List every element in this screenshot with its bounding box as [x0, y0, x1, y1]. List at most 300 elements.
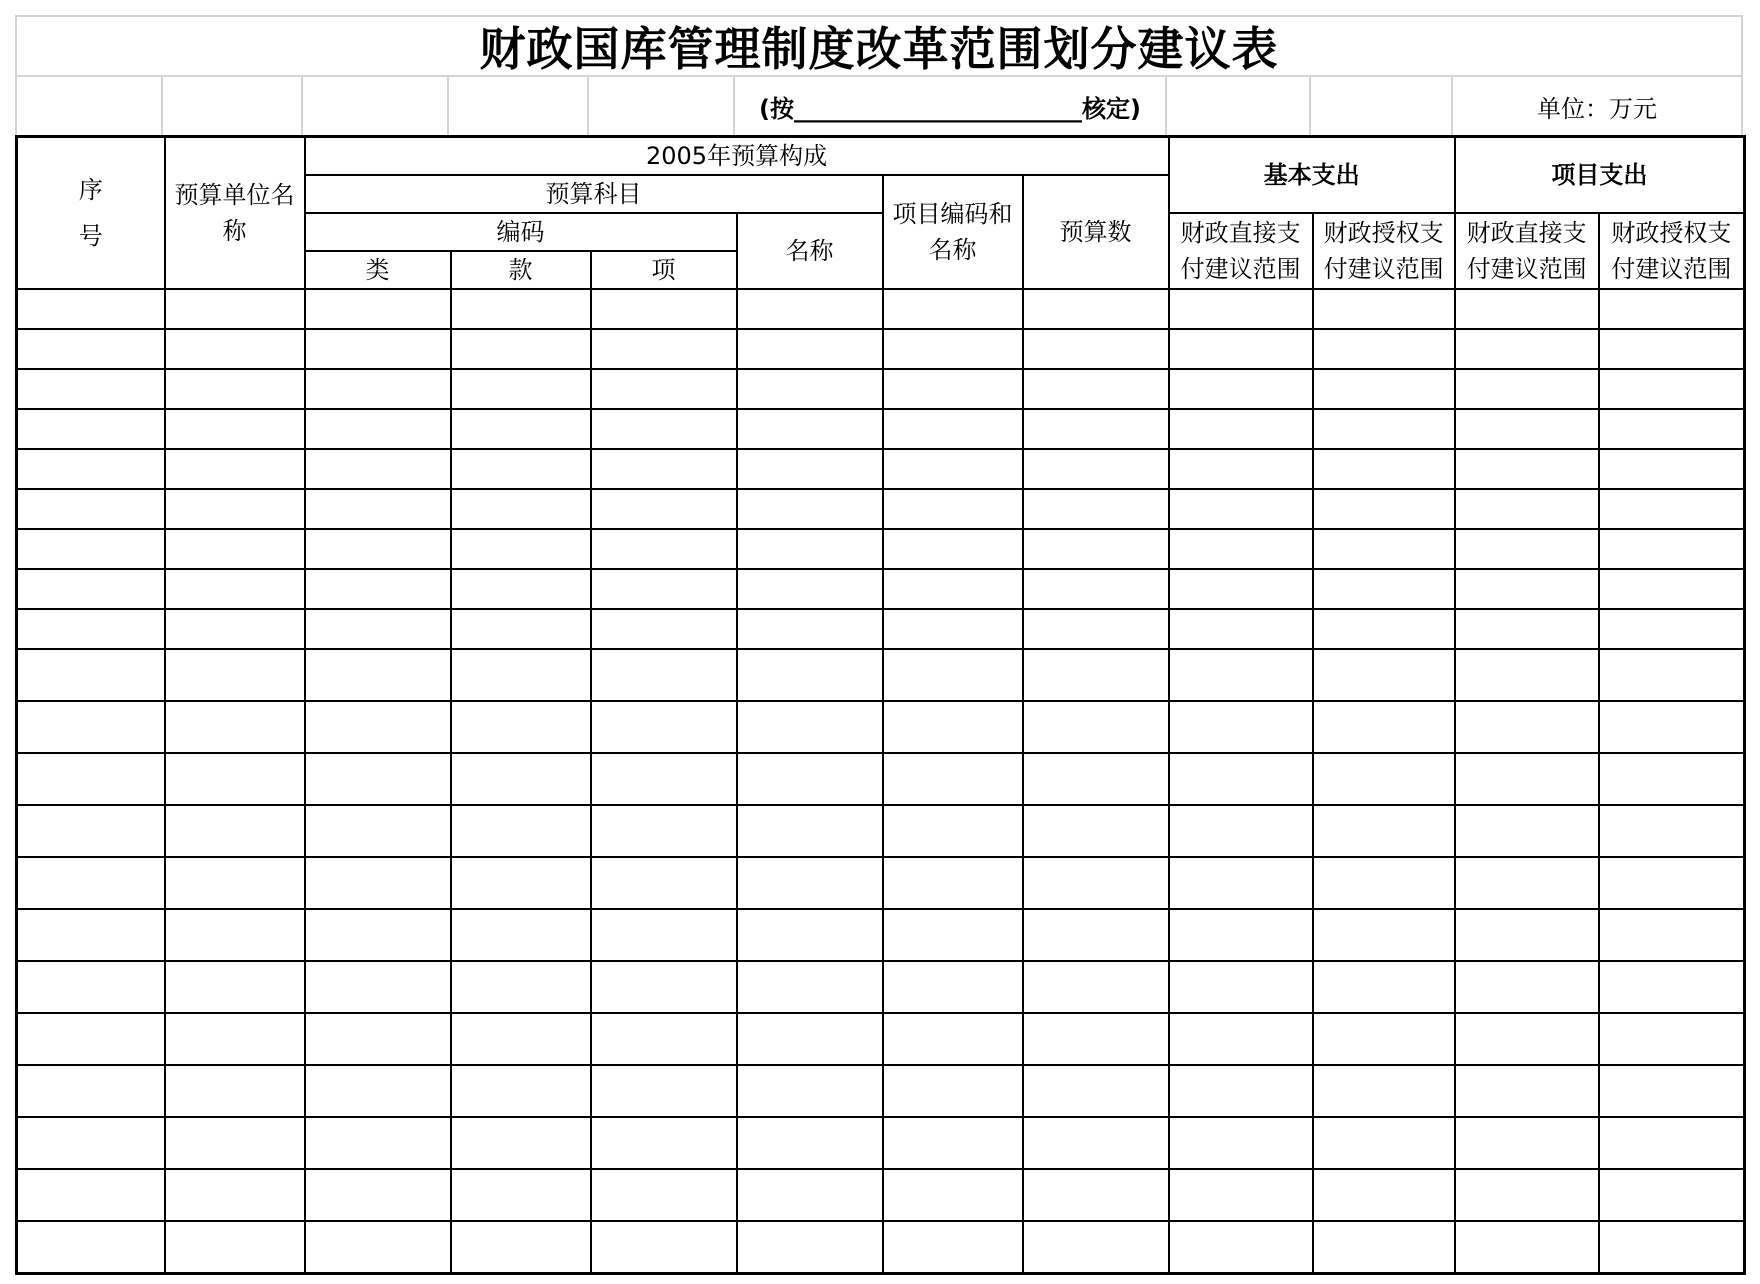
empty-cell[interactable] — [1599, 289, 1745, 329]
empty-cell[interactable] — [1455, 1169, 1599, 1221]
empty-cell[interactable] — [17, 1013, 165, 1065]
empty-cell[interactable] — [1023, 489, 1169, 529]
empty-cell[interactable] — [737, 289, 883, 329]
empty-cell[interactable] — [1169, 909, 1313, 961]
empty-cell[interactable] — [1169, 449, 1313, 489]
empty-cell[interactable] — [1023, 529, 1169, 569]
subtitle-cell — [1167, 77, 1311, 135]
empty-cell[interactable] — [1023, 369, 1169, 409]
empty-cell[interactable] — [1169, 489, 1313, 529]
empty-cell[interactable] — [17, 409, 165, 449]
empty-cell[interactable] — [1169, 1117, 1313, 1169]
empty-cell[interactable] — [165, 753, 305, 805]
empty-cell[interactable] — [1599, 569, 1745, 609]
empty-cell[interactable] — [1599, 1169, 1745, 1221]
empty-cell[interactable] — [591, 1169, 737, 1221]
empty-cell[interactable] — [591, 701, 737, 753]
empty-cell[interactable] — [305, 529, 451, 569]
empty-cell[interactable] — [1313, 409, 1455, 449]
empty-cell[interactable] — [883, 1065, 1023, 1117]
empty-cell[interactable] — [17, 489, 165, 529]
empty-cell[interactable] — [451, 753, 591, 805]
empty-cell[interactable] — [305, 1013, 451, 1065]
empty-cell[interactable] — [591, 369, 737, 409]
empty-cell[interactable] — [1599, 1013, 1745, 1065]
empty-cell[interactable] — [305, 1221, 451, 1273]
empty-cell[interactable] — [883, 909, 1023, 961]
subtitle-cell — [163, 77, 303, 135]
empty-cell[interactable] — [1455, 609, 1599, 649]
empty-cell[interactable] — [17, 1169, 165, 1221]
empty-cell[interactable] — [17, 701, 165, 753]
empty-cell[interactable] — [1455, 649, 1599, 701]
empty-cell[interactable] — [883, 857, 1023, 909]
header-code-class: 类 — [305, 251, 451, 289]
empty-cell[interactable] — [883, 1013, 1023, 1065]
empty-cell[interactable] — [1599, 1117, 1745, 1169]
empty-cell[interactable] — [1455, 961, 1599, 1013]
empty-cell[interactable] — [17, 857, 165, 909]
empty-cell[interactable] — [165, 409, 305, 449]
empty-cell[interactable] — [305, 489, 451, 529]
empty-cell[interactable] — [737, 569, 883, 609]
empty-cell[interactable] — [165, 529, 305, 569]
empty-cell[interactable] — [1169, 857, 1313, 909]
header-budget-subject: 预算科目 — [305, 175, 883, 213]
empty-cell[interactable] — [591, 569, 737, 609]
empty-cell[interactable] — [305, 649, 451, 701]
empty-cell[interactable] — [165, 649, 305, 701]
empty-cell[interactable] — [1023, 753, 1169, 805]
empty-cell[interactable] — [737, 701, 883, 753]
empty-cell[interactable] — [451, 909, 591, 961]
subtitle-cell — [589, 77, 735, 135]
empty-cell[interactable] — [17, 1117, 165, 1169]
empty-cell[interactable] — [591, 909, 737, 961]
empty-cell[interactable] — [591, 857, 737, 909]
empty-cell[interactable] — [305, 609, 451, 649]
empty-cell[interactable] — [1023, 649, 1169, 701]
empty-cell[interactable] — [883, 329, 1023, 369]
empty-cell[interactable] — [1169, 369, 1313, 409]
empty-cell[interactable] — [165, 569, 305, 609]
empty-cell[interactable] — [1023, 1013, 1169, 1065]
header-row-1 — [17, 137, 1745, 176]
empty-cell[interactable] — [883, 649, 1023, 701]
empty-cell[interactable] — [883, 529, 1023, 569]
empty-cell[interactable] — [1455, 1117, 1599, 1169]
empty-cell[interactable] — [305, 569, 451, 609]
empty-cell[interactable] — [1455, 449, 1599, 489]
empty-cell[interactable] — [883, 569, 1023, 609]
header-code: 编码 — [305, 213, 737, 251]
empty-cell[interactable] — [17, 569, 165, 609]
empty-cell[interactable] — [737, 1221, 883, 1273]
empty-cell[interactable] — [1169, 649, 1313, 701]
empty-cell[interactable] — [591, 649, 737, 701]
empty-cell[interactable] — [305, 369, 451, 409]
empty-cell[interactable] — [1599, 909, 1745, 961]
empty-cell[interactable] — [165, 289, 305, 329]
empty-cell[interactable] — [165, 805, 305, 857]
empty-cell[interactable] — [883, 701, 1023, 753]
empty-cell[interactable] — [1169, 569, 1313, 609]
empty-cell[interactable] — [1599, 329, 1745, 369]
empty-cell[interactable] — [1599, 369, 1745, 409]
empty-cell[interactable] — [451, 289, 591, 329]
sheet — [15, 15, 1743, 1275]
empty-cell[interactable] — [305, 449, 451, 489]
empty-cell[interactable] — [737, 329, 883, 369]
empty-cell[interactable] — [1169, 1221, 1313, 1273]
empty-cell[interactable] — [165, 1221, 305, 1273]
empty-cell[interactable] — [883, 805, 1023, 857]
table-body — [17, 289, 1745, 1273]
empty-cell[interactable] — [17, 649, 165, 701]
empty-cell[interactable] — [165, 1065, 305, 1117]
empty-cell[interactable] — [305, 753, 451, 805]
table-row — [17, 489, 1745, 529]
empty-cell[interactable] — [451, 701, 591, 753]
empty-cell[interactable] — [591, 529, 737, 569]
empty-cell[interactable] — [17, 909, 165, 961]
empty-cell[interactable] — [451, 1221, 591, 1273]
header-name: 名称 — [737, 213, 883, 289]
empty-cell[interactable] — [451, 609, 591, 649]
empty-cell[interactable] — [1599, 409, 1745, 449]
empty-cell[interactable] — [1313, 329, 1455, 369]
table-row — [17, 609, 1745, 649]
subtitle-row — [17, 77, 1741, 135]
header-seq-label: 序号 — [78, 176, 103, 250]
empty-cell[interactable] — [1313, 609, 1455, 649]
empty-cell[interactable] — [591, 449, 737, 489]
empty-cell[interactable] — [451, 329, 591, 369]
empty-cell[interactable] — [737, 753, 883, 805]
empty-cell[interactable] — [591, 289, 737, 329]
table-row — [17, 569, 1745, 609]
empty-cell[interactable] — [1023, 409, 1169, 449]
empty-cell[interactable] — [1313, 961, 1455, 1013]
empty-cell[interactable] — [1169, 961, 1313, 1013]
empty-cell[interactable] — [305, 805, 451, 857]
empty-cell[interactable] — [1599, 961, 1745, 1013]
empty-cell[interactable] — [883, 1221, 1023, 1273]
empty-cell[interactable] — [17, 369, 165, 409]
header-project-expenditure: 项目支出 — [1455, 137, 1745, 214]
empty-cell[interactable] — [17, 609, 165, 649]
unit-label: 单位：万元 — [1537, 94, 1657, 123]
empty-cell[interactable] — [1455, 369, 1599, 409]
empty-cell[interactable] — [591, 489, 737, 529]
table-row — [17, 1169, 1745, 1221]
empty-cell[interactable] — [305, 329, 451, 369]
empty-cell[interactable] — [17, 1221, 165, 1273]
empty-cell[interactable] — [1599, 753, 1745, 805]
empty-cell[interactable] — [737, 409, 883, 449]
empty-cell[interactable] — [883, 449, 1023, 489]
header-seq — [17, 137, 165, 290]
empty-cell[interactable] — [17, 289, 165, 329]
empty-cell[interactable] — [1455, 289, 1599, 329]
empty-cell[interactable] — [17, 805, 165, 857]
empty-cell[interactable] — [1599, 1065, 1745, 1117]
empty-cell[interactable] — [451, 961, 591, 1013]
empty-cell[interactable] — [1023, 1221, 1169, 1273]
table-row — [17, 529, 1745, 569]
empty-cell[interactable] — [17, 1065, 165, 1117]
header-basic-expenditure: 基本支出 — [1169, 137, 1455, 214]
empty-cell[interactable] — [1023, 1065, 1169, 1117]
empty-cell[interactable] — [1313, 489, 1455, 529]
empty-cell[interactable] — [305, 909, 451, 961]
empty-cell[interactable] — [451, 369, 591, 409]
empty-cell[interactable] — [1599, 609, 1745, 649]
empty-cell[interactable] — [737, 1117, 883, 1169]
empty-cell[interactable] — [1455, 409, 1599, 449]
empty-cell[interactable] — [1023, 569, 1169, 609]
empty-cell[interactable] — [737, 961, 883, 1013]
table-row — [17, 1117, 1745, 1169]
empty-cell[interactable] — [1023, 1117, 1169, 1169]
empty-cell[interactable] — [883, 961, 1023, 1013]
empty-cell[interactable] — [1455, 909, 1599, 961]
empty-cell[interactable] — [591, 409, 737, 449]
header-budget-amount: 预算数 — [1023, 175, 1169, 289]
empty-cell[interactable] — [451, 1013, 591, 1065]
table-row — [17, 805, 1745, 857]
table-row — [17, 961, 1745, 1013]
empty-cell[interactable] — [451, 569, 591, 609]
empty-cell[interactable] — [17, 449, 165, 489]
empty-cell[interactable] — [451, 857, 591, 909]
empty-cell[interactable] — [1313, 805, 1455, 857]
empty-cell[interactable] — [1169, 609, 1313, 649]
empty-cell[interactable] — [737, 609, 883, 649]
empty-cell[interactable] — [165, 329, 305, 369]
empty-cell[interactable] — [591, 1221, 737, 1273]
empty-cell[interactable] — [1599, 805, 1745, 857]
empty-cell[interactable] — [165, 449, 305, 489]
empty-cell[interactable] — [591, 961, 737, 1013]
empty-cell[interactable] — [305, 1169, 451, 1221]
header-budget-unit-name: 预算单位名称 — [165, 137, 305, 290]
empty-cell[interactable] — [165, 489, 305, 529]
empty-cell[interactable] — [1313, 1013, 1455, 1065]
table-row — [17, 329, 1745, 369]
empty-cell[interactable] — [1169, 289, 1313, 329]
empty-cell[interactable] — [1599, 529, 1745, 569]
empty-cell[interactable] — [1313, 1169, 1455, 1221]
title-row — [17, 17, 1741, 77]
empty-cell[interactable] — [451, 489, 591, 529]
empty-cell[interactable] — [737, 909, 883, 961]
empty-cell[interactable] — [305, 289, 451, 329]
empty-cell[interactable] — [1455, 753, 1599, 805]
empty-cell[interactable] — [1599, 449, 1745, 489]
empty-cell[interactable] — [591, 1117, 737, 1169]
empty-cell[interactable] — [165, 369, 305, 409]
empty-cell[interactable] — [737, 369, 883, 409]
empty-cell[interactable] — [1023, 857, 1169, 909]
empty-cell[interactable] — [165, 909, 305, 961]
header-project-direct-payment-scope: 财政直接支付建议范围 — [1455, 213, 1599, 289]
empty-cell[interactable] — [165, 609, 305, 649]
empty-cell[interactable] — [451, 409, 591, 449]
empty-cell[interactable] — [165, 961, 305, 1013]
empty-cell[interactable] — [1169, 1013, 1313, 1065]
empty-cell[interactable] — [1023, 289, 1169, 329]
empty-cell[interactable] — [1169, 805, 1313, 857]
empty-cell[interactable] — [1169, 329, 1313, 369]
empty-cell[interactable] — [1169, 701, 1313, 753]
empty-cell[interactable] — [883, 489, 1023, 529]
empty-cell[interactable] — [451, 649, 591, 701]
empty-cell[interactable] — [1599, 701, 1745, 753]
empty-cell[interactable] — [1023, 909, 1169, 961]
empty-cell[interactable] — [1455, 569, 1599, 609]
empty-cell[interactable] — [451, 449, 591, 489]
empty-cell[interactable] — [1455, 701, 1599, 753]
empty-cell[interactable] — [305, 701, 451, 753]
empty-cell[interactable] — [1169, 1065, 1313, 1117]
empty-cell[interactable] — [591, 609, 737, 649]
empty-cell[interactable] — [737, 1169, 883, 1221]
empty-cell[interactable] — [1023, 701, 1169, 753]
empty-cell[interactable] — [737, 857, 883, 909]
table-row — [17, 449, 1745, 489]
subtitle-cell — [17, 77, 163, 135]
empty-cell[interactable] — [17, 961, 165, 1013]
empty-cell[interactable] — [1599, 857, 1745, 909]
empty-cell[interactable] — [1313, 909, 1455, 961]
empty-cell[interactable] — [1599, 649, 1745, 701]
empty-cell[interactable] — [1169, 753, 1313, 805]
empty-cell[interactable] — [17, 753, 165, 805]
empty-cell[interactable] — [305, 409, 451, 449]
empty-cell[interactable] — [883, 609, 1023, 649]
empty-cell[interactable] — [451, 805, 591, 857]
empty-cell[interactable] — [1455, 1065, 1599, 1117]
empty-cell[interactable] — [451, 529, 591, 569]
empty-cell[interactable] — [883, 289, 1023, 329]
empty-cell[interactable] — [1313, 1117, 1455, 1169]
table-row — [17, 1013, 1745, 1065]
empty-cell[interactable] — [17, 529, 165, 569]
empty-cell[interactable] — [737, 529, 883, 569]
header-project-code-and-name: 项目编码和名称 — [883, 175, 1023, 289]
empty-cell[interactable] — [883, 1117, 1023, 1169]
empty-cell[interactable] — [451, 1065, 591, 1117]
empty-cell[interactable] — [591, 753, 737, 805]
empty-cell[interactable] — [1023, 329, 1169, 369]
empty-cell[interactable] — [1169, 529, 1313, 569]
empty-cell[interactable] — [1023, 609, 1169, 649]
empty-cell[interactable] — [1455, 329, 1599, 369]
empty-cell[interactable] — [591, 329, 737, 369]
empty-cell[interactable] — [1313, 701, 1455, 753]
empty-cell[interactable] — [451, 1169, 591, 1221]
empty-cell[interactable] — [1313, 1065, 1455, 1117]
empty-cell[interactable] — [737, 1065, 883, 1117]
empty-cell[interactable] — [591, 805, 737, 857]
empty-cell[interactable] — [305, 1117, 451, 1169]
empty-cell[interactable] — [1455, 489, 1599, 529]
empty-cell[interactable] — [1313, 649, 1455, 701]
header-2005-budget-composition: 2005年预算构成 — [305, 137, 1169, 176]
empty-cell[interactable] — [883, 369, 1023, 409]
empty-cell[interactable] — [1313, 289, 1455, 329]
subtitle-cell — [303, 77, 449, 135]
header-code-item: 项 — [591, 251, 737, 289]
table-row — [17, 409, 1745, 449]
empty-cell[interactable] — [1599, 1221, 1745, 1273]
header-basic-direct-payment-scope: 财政直接支付建议范围 — [1169, 213, 1313, 289]
empty-cell[interactable] — [1313, 1221, 1455, 1273]
empty-cell[interactable] — [1023, 1169, 1169, 1221]
empty-cell[interactable] — [737, 649, 883, 701]
empty-cell[interactable] — [883, 1169, 1023, 1221]
empty-cell[interactable] — [17, 329, 165, 369]
empty-cell[interactable] — [1455, 857, 1599, 909]
empty-cell[interactable] — [1313, 753, 1455, 805]
empty-cell[interactable] — [737, 489, 883, 529]
approval-note: (按________________________核定) — [735, 77, 1167, 135]
empty-cell[interactable] — [1455, 529, 1599, 569]
empty-cell[interactable] — [451, 1117, 591, 1169]
empty-cell[interactable] — [591, 1013, 737, 1065]
empty-cell[interactable] — [1169, 1169, 1313, 1221]
empty-cell[interactable] — [1023, 805, 1169, 857]
empty-cell[interactable] — [305, 857, 451, 909]
empty-cell[interactable] — [1313, 369, 1455, 409]
empty-cell[interactable] — [305, 1065, 451, 1117]
empty-cell[interactable] — [1455, 1221, 1599, 1273]
empty-cell[interactable] — [1313, 569, 1455, 609]
empty-cell[interactable] — [737, 805, 883, 857]
table-row — [17, 857, 1745, 909]
empty-cell[interactable] — [1313, 529, 1455, 569]
empty-cell[interactable] — [1023, 961, 1169, 1013]
empty-cell[interactable] — [165, 701, 305, 753]
table-row — [17, 369, 1745, 409]
empty-cell[interactable] — [1313, 449, 1455, 489]
empty-cell[interactable] — [591, 1065, 737, 1117]
empty-cell[interactable] — [165, 1117, 305, 1169]
empty-cell[interactable] — [1455, 1013, 1599, 1065]
empty-cell[interactable] — [1313, 857, 1455, 909]
empty-cell[interactable] — [1169, 409, 1313, 449]
page-title: 财政国库管理制度改革范围划分建议表 — [479, 22, 1279, 76]
empty-cell[interactable] — [165, 1169, 305, 1221]
table-row — [17, 909, 1745, 961]
empty-cell[interactable] — [1599, 489, 1745, 529]
empty-cell[interactable] — [305, 961, 451, 1013]
empty-cell[interactable] — [165, 857, 305, 909]
empty-cell[interactable] — [737, 449, 883, 489]
empty-cell[interactable] — [883, 409, 1023, 449]
empty-cell[interactable] — [1023, 449, 1169, 489]
table-row — [17, 1221, 1745, 1273]
empty-cell[interactable] — [165, 1013, 305, 1065]
empty-cell[interactable] — [1455, 805, 1599, 857]
empty-cell[interactable] — [883, 753, 1023, 805]
header-code-section: 款 — [451, 251, 591, 289]
empty-cell[interactable] — [737, 1013, 883, 1065]
table-row — [17, 753, 1745, 805]
table-row — [17, 1065, 1745, 1117]
subtitle-cell — [1311, 77, 1453, 135]
